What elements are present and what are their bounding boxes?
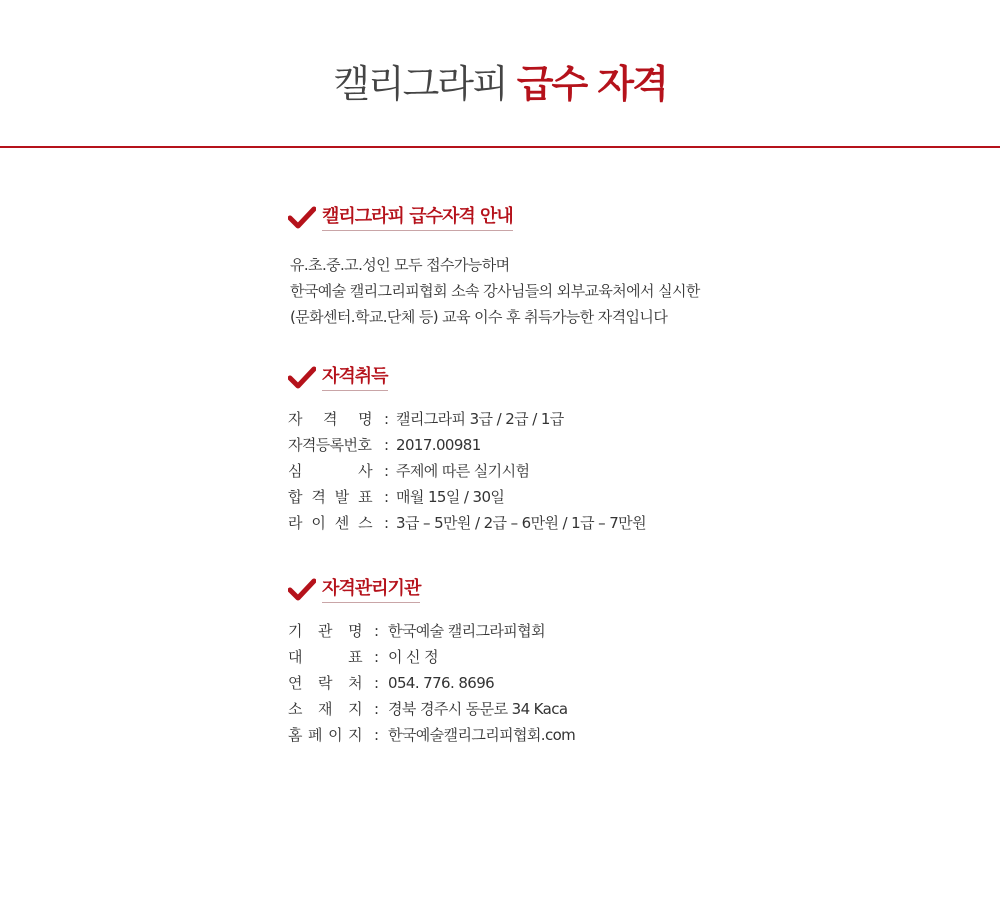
page-title-light: 캘리그라피 <box>333 62 507 106</box>
management-value: 경북 경주시 동문로 34 Kaca <box>388 700 568 718</box>
management-label <box>288 696 362 722</box>
acquisition-title: 자격취득 <box>322 364 388 391</box>
acquisition-label-char: 심 <box>288 462 302 480</box>
acquisition-label-char: 격 <box>311 488 326 506</box>
acquisition-colon: : <box>384 514 389 532</box>
acquisition-label <box>288 510 372 536</box>
acquisition-colon: : <box>384 436 389 454</box>
management-label-char: 처 <box>348 674 362 692</box>
management-label-char: 페 <box>308 726 322 744</box>
management-label-char: 소 <box>288 700 302 718</box>
intro-paragraph <box>288 252 848 330</box>
checkmark-icon <box>288 578 316 602</box>
acquisition-value: 3급 – 5만원 / 2급 – 6만원 / 1급 – 7만원 <box>396 514 646 532</box>
acquisition-label-char: 라 <box>288 514 302 532</box>
management-row <box>288 670 848 696</box>
page-title-accent: 급수 자격 <box>516 62 667 106</box>
management-value: 054. 776. 8696 <box>388 674 495 692</box>
management-label-char: 재 <box>318 700 332 718</box>
management-section <box>288 576 848 748</box>
management-title: 자격관리기관 <box>322 576 420 603</box>
management-row <box>288 618 848 644</box>
acquisition-heading <box>288 364 848 394</box>
management-row <box>288 644 848 670</box>
acquisition-label-char: 격 <box>323 410 337 428</box>
management-row <box>288 722 848 748</box>
management-label <box>288 644 362 670</box>
acquisition-section <box>288 364 848 536</box>
management-colon: : <box>374 674 379 692</box>
acquisition-label-char: 명 <box>358 410 372 428</box>
acquisition-colon: : <box>384 488 389 506</box>
acquisition-list <box>288 406 848 536</box>
acquisition-label-char: 스 <box>358 514 372 532</box>
intro-line: 한국예술 캘리그리피협회 소속 강사님들의 외부교육처에서 실시한 <box>290 282 700 300</box>
acquisition-value: 캘리그라피 3급 / 2급 / 1급 <box>396 410 564 428</box>
acquisition-label-char: 사 <box>358 462 372 480</box>
intro-title: 캘리그라피 급수자격 안내 <box>322 204 513 231</box>
checkmark-icon <box>288 366 316 390</box>
management-label-char: 지 <box>348 700 362 718</box>
acquisition-row <box>288 510 848 536</box>
management-label-char: 관 <box>318 622 332 640</box>
management-label-char: 홈 <box>288 726 302 744</box>
checkmark-icon <box>288 206 316 230</box>
management-colon: : <box>374 648 379 666</box>
acquisition-label-char: 표 <box>358 488 372 506</box>
acquisition-value: 주제에 따른 실기시험 <box>396 462 530 480</box>
acquisition-label-char: 센 <box>334 514 349 532</box>
acquisition-label-char: 자 <box>288 410 302 428</box>
acquisition-colon: : <box>384 462 389 480</box>
management-label <box>288 670 362 696</box>
header-divider <box>0 146 1000 148</box>
intro-heading <box>288 204 848 234</box>
acquisition-label <box>288 484 372 510</box>
management-label <box>288 722 362 748</box>
management-value: 한국예술캘리그리피협회.com <box>388 726 576 744</box>
management-value: 이 신 정 <box>388 648 439 666</box>
acquisition-row <box>288 432 848 458</box>
management-label <box>288 618 362 644</box>
management-heading <box>288 576 848 606</box>
acquisition-row <box>288 458 848 484</box>
acquisition-colon: : <box>384 410 389 428</box>
acquisition-row <box>288 484 848 510</box>
acquisition-row <box>288 406 848 432</box>
management-label-char: 지 <box>348 726 362 744</box>
management-label-char: 락 <box>318 674 332 692</box>
acquisition-label-char: 자격등록번호 <box>288 436 372 454</box>
acquisition-value: 매월 15일 / 30일 <box>396 488 505 506</box>
management-label-char: 명 <box>348 622 362 640</box>
acquisition-label <box>288 458 372 484</box>
acquisition-label-char: 합 <box>288 488 302 506</box>
management-label-char: 이 <box>328 726 342 744</box>
management-list <box>288 618 848 748</box>
page-header <box>0 0 1000 147</box>
acquisition-label-char: 발 <box>334 488 349 506</box>
page-title <box>0 58 1000 110</box>
management-colon: : <box>374 622 379 640</box>
management-label-char: 기 <box>288 622 302 640</box>
intro-section <box>288 204 848 330</box>
management-colon: : <box>374 700 379 718</box>
acquisition-value: 2017.00981 <box>396 436 481 454</box>
management-label-char: 대 <box>288 648 302 666</box>
management-label-char: 표 <box>348 648 362 666</box>
management-colon: : <box>374 726 379 744</box>
acquisition-label-char: 이 <box>311 514 326 532</box>
management-row <box>288 696 848 722</box>
intro-line: (문화센터.학교.단체 등) 교육 이수 후 취득가능한 자격입니다 <box>290 308 668 326</box>
acquisition-label <box>288 406 372 432</box>
acquisition-label <box>288 432 372 458</box>
management-label-char: 연 <box>288 674 302 692</box>
intro-line: 유.초.중.고.성인 모두 접수가능하며 <box>290 256 510 274</box>
management-value: 한국예술 캘리그라피협회 <box>388 622 545 640</box>
